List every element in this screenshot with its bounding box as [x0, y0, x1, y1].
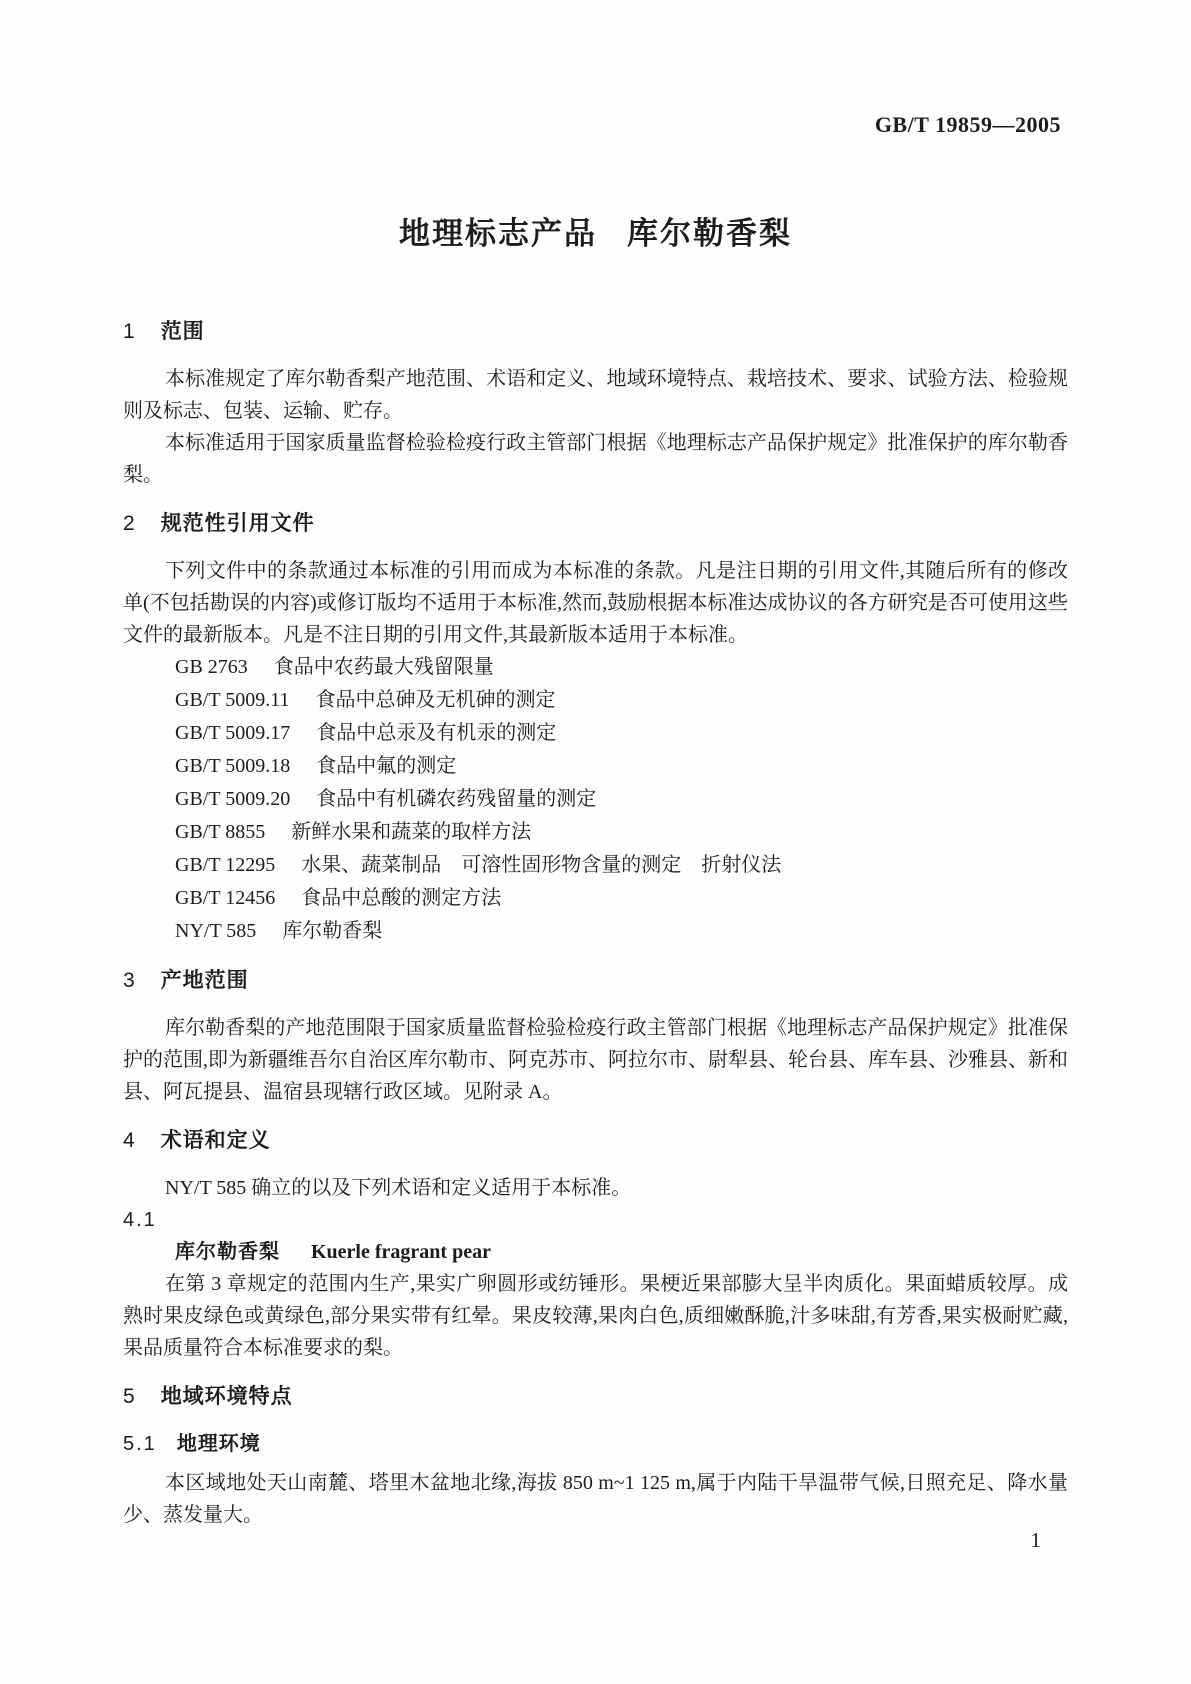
- section-4-number: 4: [123, 1129, 137, 1152]
- section-2-intro: 下列文件中的条款通过本标准的引用而成为本标准的条款。凡是注日期的引用文件,其随后所有的修改单(不包括勘误的内容)或修订版均不适用于本标准,然而,鼓励根据本标准达成协议的各方研究是否可使用这些文件的最新版本。凡是不注日期的引用文件,其最新版本适用于本标准。: [123, 560, 1068, 646]
- section-3-paragraph-1: 库尔勒香梨的产地范围限于国家质量监督检验检疫行政主管部门根据《地理标志产品保护规定》批准保护的范围,即为新疆维吾尔自治区库尔勒市、阿克苏市、阿拉尔市、尉犁县、轮台县、库车县、沙雅县、新和县、阿瓦提县、温宿县现辖行政区域。见附录 A。: [123, 1017, 1068, 1103]
- term-english: Kuerle fragrant pear: [311, 1241, 491, 1263]
- reference-title: 新鲜水果和蔬菜的取样方法: [291, 821, 532, 843]
- section-1-title: 范围: [160, 320, 205, 343]
- subsection-5-1-title: 地理环境: [176, 1433, 261, 1455]
- reference-code: GB/T 5009.11: [175, 689, 290, 711]
- section-2-title: 规范性引用文件: [160, 512, 315, 535]
- reference-title: 食品中总汞及有机汞的测定: [316, 722, 557, 744]
- normative-reference-list: [123, 651, 1068, 948]
- reference-item: [123, 816, 1068, 849]
- standard-number: GB/T 19859—2005: [874, 112, 1061, 137]
- reference-code: NY/T 585: [175, 920, 257, 942]
- title-product-type: 地理标志产品: [399, 216, 597, 251]
- section-4-title: 术语和定义: [160, 1129, 271, 1152]
- reference-item: [123, 684, 1068, 717]
- reference-code: GB/T 5009.20: [175, 788, 291, 810]
- subsection-5-1-number: 5.1: [123, 1433, 157, 1455]
- reference-code: GB/T 5009.17: [175, 722, 291, 744]
- term-definition-heading: [123, 1236, 1068, 1268]
- reference-code: GB/T 12456: [175, 887, 276, 909]
- section-3-heading: [123, 965, 1068, 997]
- reference-item: [123, 717, 1068, 750]
- section-1-paragraph-2: 本标准适用于国家质量监督检验检疫行政主管部门根据《地理标志产品保护规定》批准保护的库尔勒香梨。: [123, 432, 1068, 486]
- section-3-number: 3: [123, 969, 137, 992]
- reference-code: GB/T 8855: [175, 821, 266, 843]
- section-4-heading: [123, 1125, 1068, 1157]
- section-5-paragraph-1: 本区域地处天山南麓、塔里木盆地北缘,海拔 850 m~1 125 m,属于内陆干旱温带气候,日照充足、降水量少、蒸发量大。: [123, 1472, 1068, 1526]
- reference-code: GB 2763: [175, 656, 248, 678]
- reference-item: [123, 651, 1068, 684]
- reference-title: 食品中农药最大残留限量: [273, 656, 494, 678]
- reference-title: 食品中氟的测定: [316, 755, 457, 777]
- reference-title: 食品中总酸的测定方法: [301, 887, 502, 909]
- section-2-number: 2: [123, 512, 137, 535]
- document-body: [123, 316, 1068, 1531]
- section-5-heading: [123, 1381, 1068, 1413]
- title-product-name: 库尔勒香梨: [627, 216, 792, 251]
- section-3-title: 产地范围: [160, 969, 249, 992]
- section-1-paragraph-1: 本标准规定了库尔勒香梨产地范围、术语和定义、地域环境特点、栽培技术、要求、试验方法、检验规则及标志、包装、运输、贮存。: [123, 368, 1068, 422]
- section-5-title: 地域环境特点: [160, 1385, 293, 1408]
- clause-4-1-number: 4.1: [123, 1209, 157, 1231]
- term-definition-text: 在第 3 章规定的范围内生产,果实广卵圆形或纺锤形。果梗近果部膨大呈半肉质化。果面蜡质较厚。成熟时果皮绿色或黄绿色,部分果实带有红晕。果皮较薄,果肉白色,质细嫩酥脆,汁多味甜,有芳香,果实极耐贮藏,果品质量符合本标准要求的梨。: [123, 1273, 1068, 1359]
- section-1-number: 1: [123, 320, 137, 343]
- reference-title: 水果、蔬菜制品 可溶性固形物含量的测定 折射仪法: [301, 854, 782, 876]
- reference-title: 食品中有机磷农药残留量的测定: [316, 788, 597, 810]
- reference-item: [123, 849, 1068, 882]
- reference-item: [123, 783, 1068, 816]
- section-5-number: 5: [123, 1385, 137, 1408]
- reference-item: [123, 750, 1068, 783]
- reference-item: [123, 915, 1068, 948]
- document-title: [0, 208, 1191, 253]
- section-1-heading: [123, 316, 1068, 348]
- term-chinese: 库尔勒香梨: [175, 1241, 280, 1263]
- reference-code: GB/T 12295: [175, 854, 276, 876]
- reference-title: 库尔勒香梨: [282, 920, 383, 942]
- reference-code: GB/T 5009.18: [175, 755, 291, 777]
- reference-title: 食品中总砷及无机砷的测定: [315, 689, 556, 711]
- section-2-heading: [123, 508, 1068, 540]
- page-number: 1: [1030, 1528, 1041, 1552]
- subsection-5-1-heading: [123, 1428, 1068, 1460]
- section-4-intro: NY/T 585 确立的以及下列术语和定义适用于本标准。: [165, 1177, 632, 1199]
- reference-item: [123, 882, 1068, 915]
